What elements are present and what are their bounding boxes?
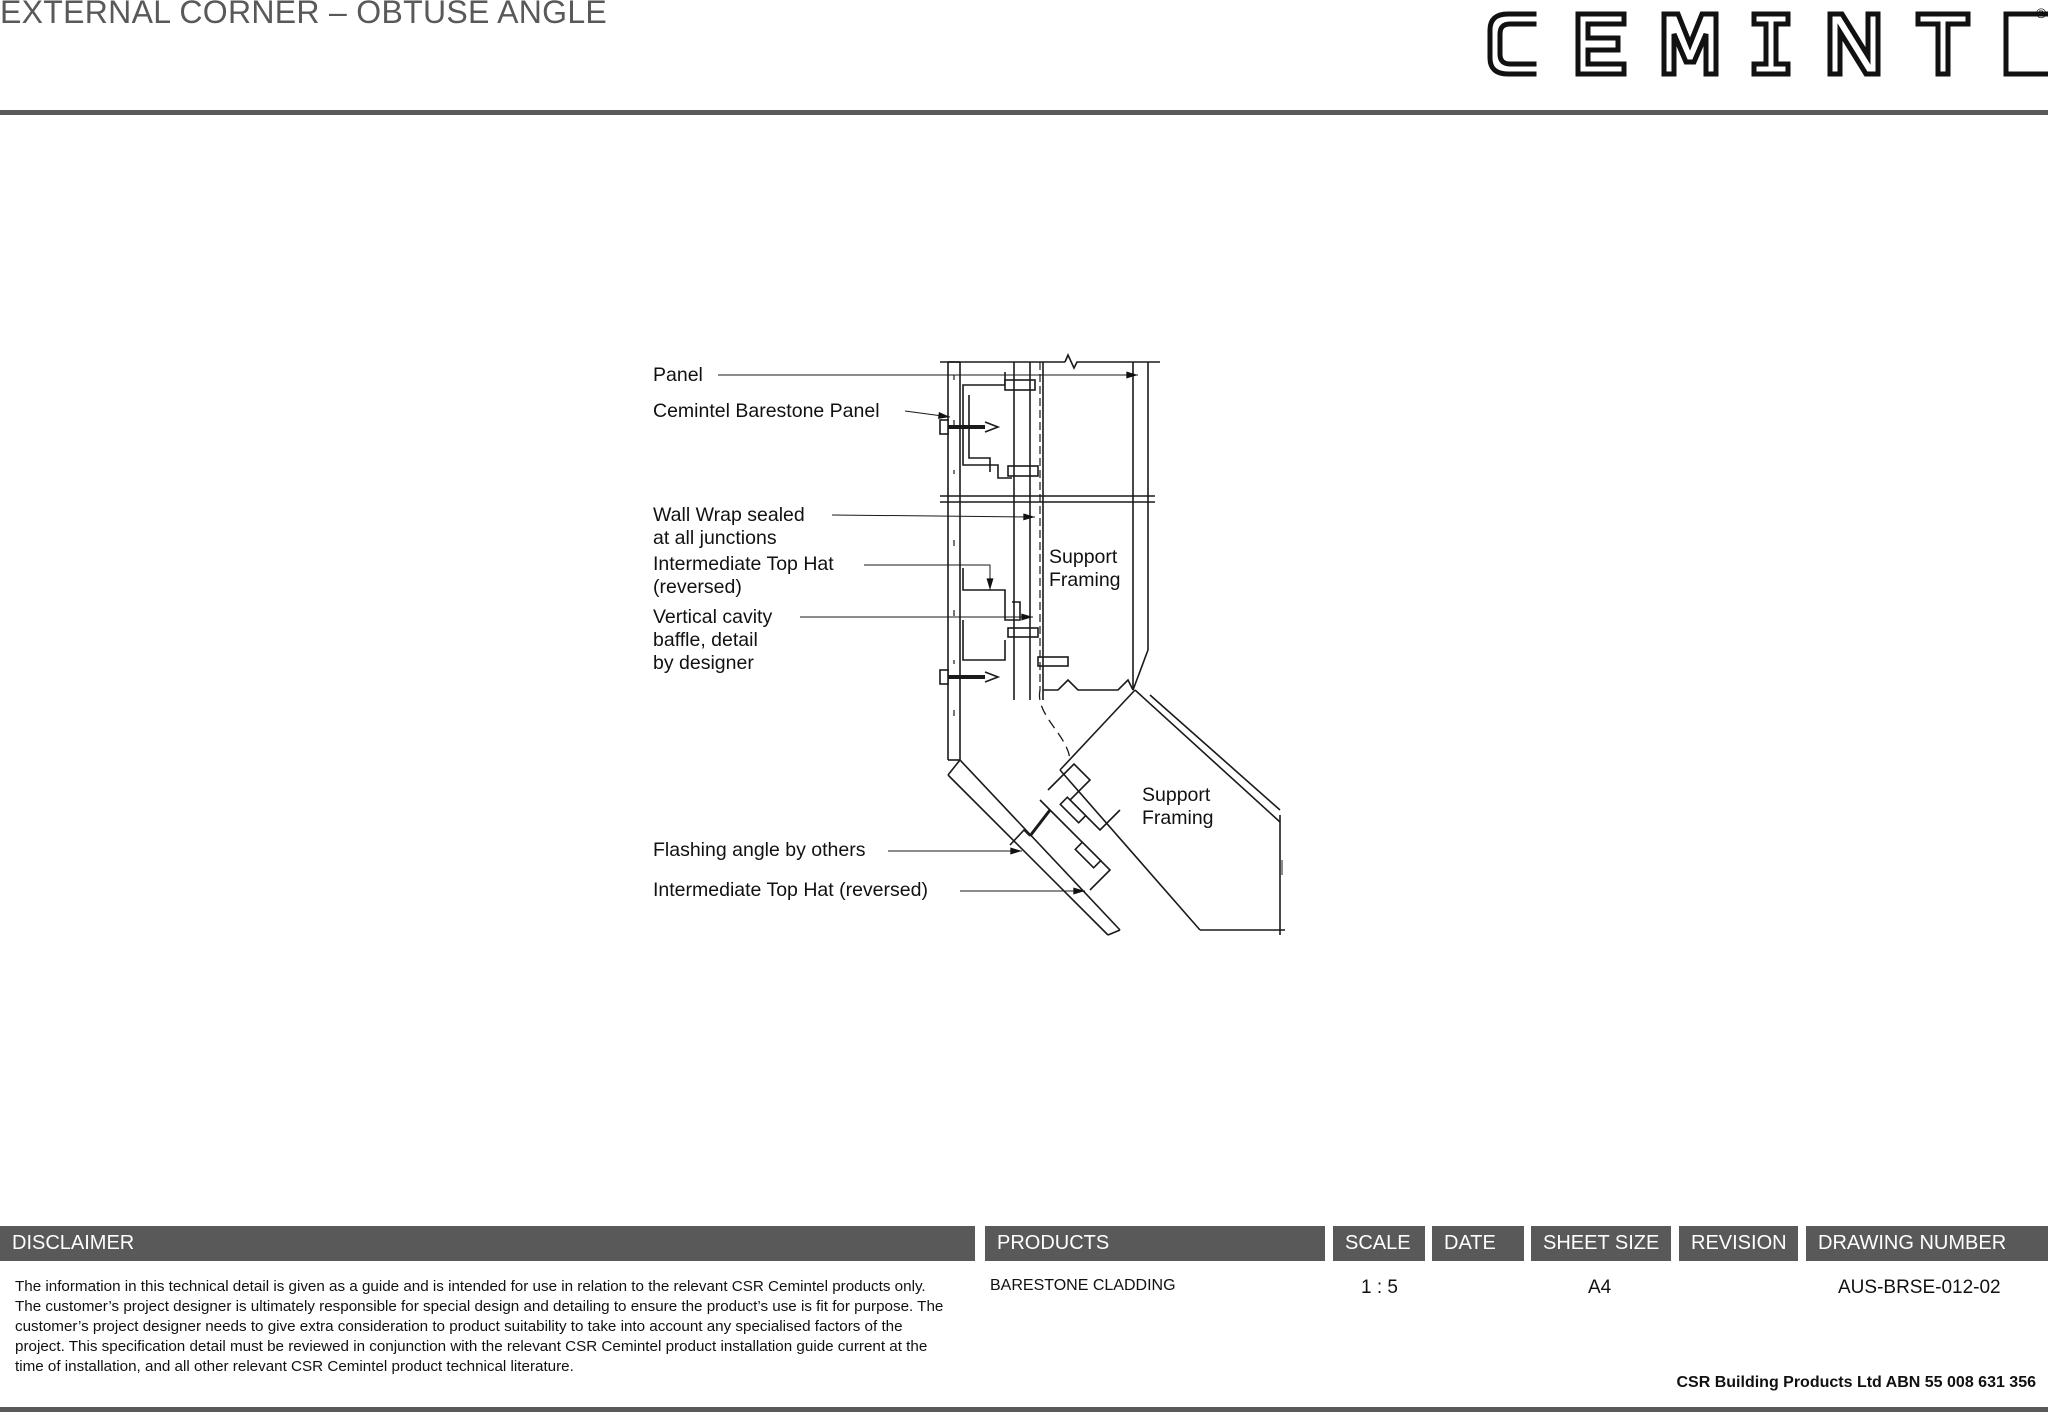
label-panel: Panel: [653, 364, 703, 386]
page-title: EXTERNAL CORNER – OBTUSE ANGLE: [0, 0, 608, 30]
label-support-framing-2a: Support: [1142, 784, 1211, 806]
footer-rule: [0, 1407, 2048, 1412]
leader-wall-wrap: [832, 515, 1035, 517]
disclaimer-text: The information in this technical detail is given as a guide and is intended for use in relation to the relevant CSR Cemintel products only. The customer’s project designer is ultimately responsible for special design and detailing to ensure the product’s use is fit for purpose. The customer’s project designer needs to give extra consideration to product suitability to take into account any specialised factors of the project. This specification detail must be reviewed in conjunction with the relevant CSR Cemintel product installation guide current at the time of installation, and all other relevant CSR Cemintel product technical literature.: [15, 1278, 944, 1375]
top-hat-lower: [963, 568, 1020, 620]
label-wall-wrap-2: at all junctions: [653, 527, 777, 549]
label-baffle-3: by designer: [653, 652, 754, 674]
header-sheet-size: SHEET SIZE: [1531, 1226, 1671, 1261]
cavity-baffle: [1039, 690, 1070, 760]
label-top-hat-reversed: Intermediate Top Hat (reversed): [653, 879, 928, 901]
dimension-lines: [1200, 815, 1285, 935]
label-flashing: Flashing angle by others: [653, 839, 866, 861]
flashing-angle: [1010, 830, 1030, 845]
break-line-mid: [940, 496, 1155, 502]
header-disclaimer: DISCLAIMER: [0, 1226, 975, 1261]
leader-barestone: [905, 411, 950, 417]
header-scale: SCALE: [1333, 1226, 1425, 1261]
scale-value: 1 : 5: [1361, 1277, 1398, 1298]
label-cemintel-barestone-panel: Cemintel Barestone Panel: [653, 400, 880, 422]
break-line-top: [940, 355, 1160, 368]
header-products: PRODUCTS: [985, 1226, 1325, 1261]
drawing-number-value: AUS-BRSE-012-02: [1838, 1277, 2001, 1298]
leader-top-hat: [864, 565, 990, 590]
header-drawing-number: DRAWING NUMBER: [1806, 1226, 2048, 1261]
label-support-framing-1a: Support: [1049, 546, 1118, 568]
panel-fixing-2: [940, 670, 998, 684]
label-top-hat-1: Intermediate Top Hat: [653, 553, 834, 575]
label-top-hat-2: (reversed): [653, 576, 742, 598]
header-date: DATE: [1432, 1226, 1524, 1261]
registered-mark: ®: [2036, 5, 2047, 21]
label-baffle-1: Vertical cavity: [653, 606, 773, 628]
products-value: BARESTONE CLADDING: [990, 1277, 1176, 1294]
angled-fixing: [1030, 810, 1050, 836]
label-baffle-2: baffle, detail: [653, 629, 758, 651]
label-support-framing-1b: Framing: [1049, 569, 1121, 591]
label-wall-wrap-1: Wall Wrap sealed: [653, 504, 805, 526]
label-support-framing-2b: Framing: [1142, 807, 1214, 829]
angled-panel: [948, 760, 1120, 935]
sheet-size-value: A4: [1588, 1277, 1612, 1298]
company-abn: CSR Building Products Ltd ABN 55 008 631 356: [1676, 1374, 2036, 1391]
header-revision: REVISION: [1679, 1226, 1798, 1261]
support-framing-vertical: [1043, 362, 1148, 700]
